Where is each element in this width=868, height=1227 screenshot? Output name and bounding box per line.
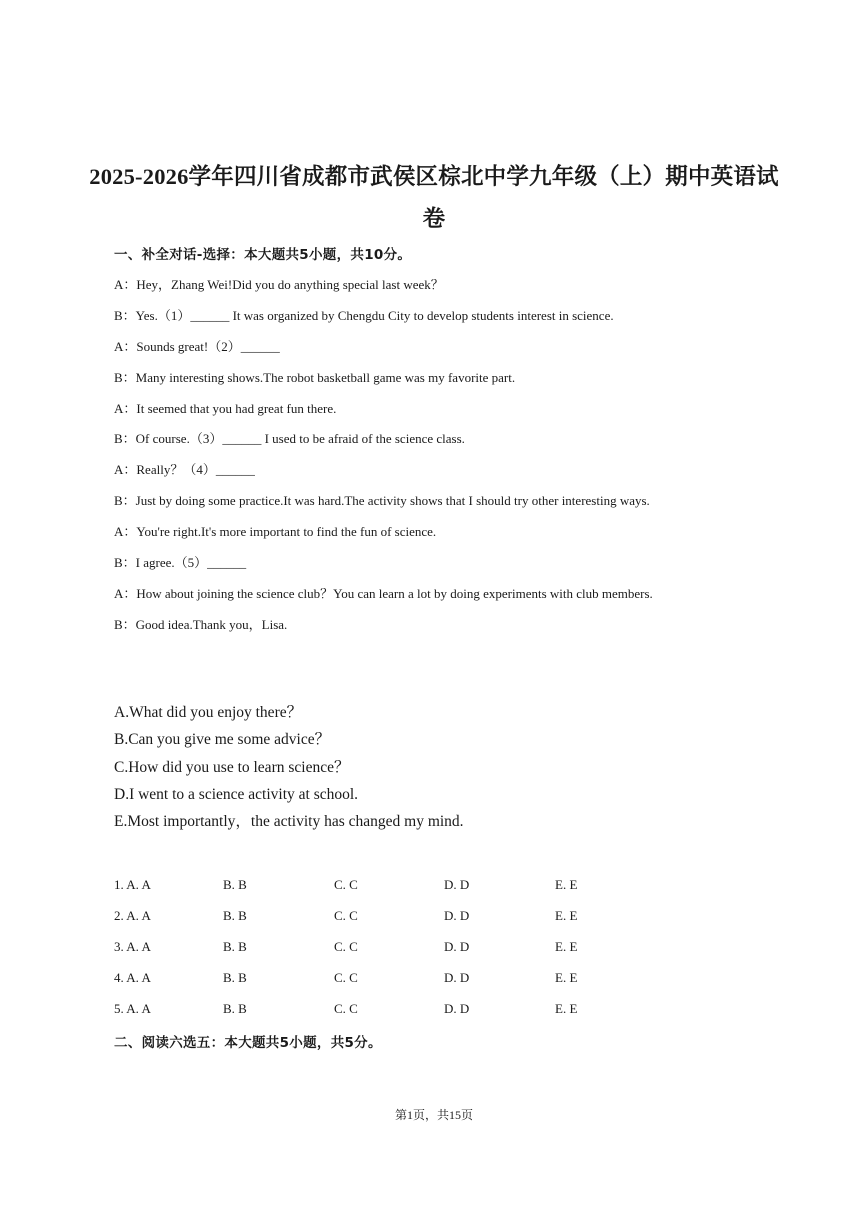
answer-choice[interactable]: B. B: [223, 939, 247, 954]
option-d: D.I went to a science activity at school.: [114, 785, 359, 803]
page-footer: 第1页，共15页: [394, 1108, 473, 1122]
answer-choice[interactable]: C. C: [334, 908, 358, 923]
answer-choice[interactable]: C. C: [334, 939, 358, 954]
option-list: [114, 699, 464, 835]
answer-choice[interactable]: E. E: [555, 939, 578, 954]
option-c: C.How did you use to learn science？: [114, 758, 350, 776]
answer-choice[interactable]: C. C: [334, 970, 358, 985]
dialogue-line: B：Yes.（1）______ It was organized by Chengdu City to develop students interest in science.: [114, 308, 614, 323]
dialogue-line: B：Good idea.Thank you，Lisa.: [114, 617, 288, 632]
answer-choice[interactable]: D. D: [444, 877, 470, 892]
answer-choice[interactable]: 2. A. A: [114, 908, 151, 923]
answer-choice[interactable]: B. B: [223, 1001, 247, 1016]
answer-choice[interactable]: 4. A. A: [114, 970, 151, 985]
answer-choice[interactable]: D. D: [444, 939, 470, 954]
dialogue-line: B：I agree.（5）______: [114, 555, 247, 570]
title-line-1: 2025-2026学年四川省成都市武侯区棕北中学九年级（上）期中英语试: [89, 164, 779, 189]
answer-choice[interactable]: E. E: [555, 970, 578, 985]
answer-choice[interactable]: D. D: [444, 970, 470, 985]
option-e: E.Most importantly，the activity has changed my mind.: [114, 813, 464, 831]
dialogue-line: A：It seemed that you had great fun there.: [114, 401, 337, 416]
dialogue-line: A：You're right.It's more important to find the fun of science.: [114, 524, 437, 539]
answer-choice[interactable]: D. D: [444, 1001, 470, 1016]
answer-choice[interactable]: E. E: [555, 908, 578, 923]
dialogue-line: B：Of course.（3）______ I used to be afraid of the science class.: [114, 431, 465, 446]
dialogue-line: B：Many interesting shows.The robot basketball game was my favorite part.: [114, 370, 516, 385]
answer-choice[interactable]: C. C: [334, 877, 358, 892]
answer-choice[interactable]: D. D: [444, 908, 470, 923]
option-a: A.What did you enjoy there？: [114, 704, 303, 721]
section-1-heading: 一、补全对话-选择：本大题共5小题，共10分。: [114, 247, 412, 263]
answer-choice[interactable]: C. C: [334, 1001, 358, 1016]
answer-choice[interactable]: 3. A. A: [114, 939, 151, 954]
answer-choice[interactable]: B. B: [223, 877, 247, 892]
section-2-heading: 二、阅读六选五：本大题共5小题，共5分。: [114, 1035, 382, 1051]
answer-choice[interactable]: 1. A. A: [114, 877, 151, 892]
dialogue-line: A：Hey，Zhang Wei!Did you do anything special last week？: [114, 277, 444, 292]
title-line-2: 卷: [422, 206, 446, 231]
answer-choice[interactable]: 5. A. A: [114, 1001, 151, 1016]
answer-choice[interactable]: E. E: [555, 877, 578, 892]
page-title: [60, 156, 808, 240]
dialogue-line: B：Just by doing some practice.It was hard.The activity shows that I should try other interesting ways.: [114, 493, 650, 508]
option-b: B.Can you give me some advice？: [114, 731, 331, 749]
answer-choice[interactable]: B. B: [223, 908, 247, 923]
dialogue-line: A：How about joining the science club？You can learn a lot by doing experiments with club members.: [114, 586, 653, 601]
dialogue-line: A：Really？（4）______: [114, 462, 255, 477]
dialogue-line: A：Sounds great!（2）______: [114, 339, 280, 354]
answer-choice[interactable]: B. B: [223, 970, 247, 985]
answer-choice[interactable]: E. E: [555, 1001, 578, 1016]
